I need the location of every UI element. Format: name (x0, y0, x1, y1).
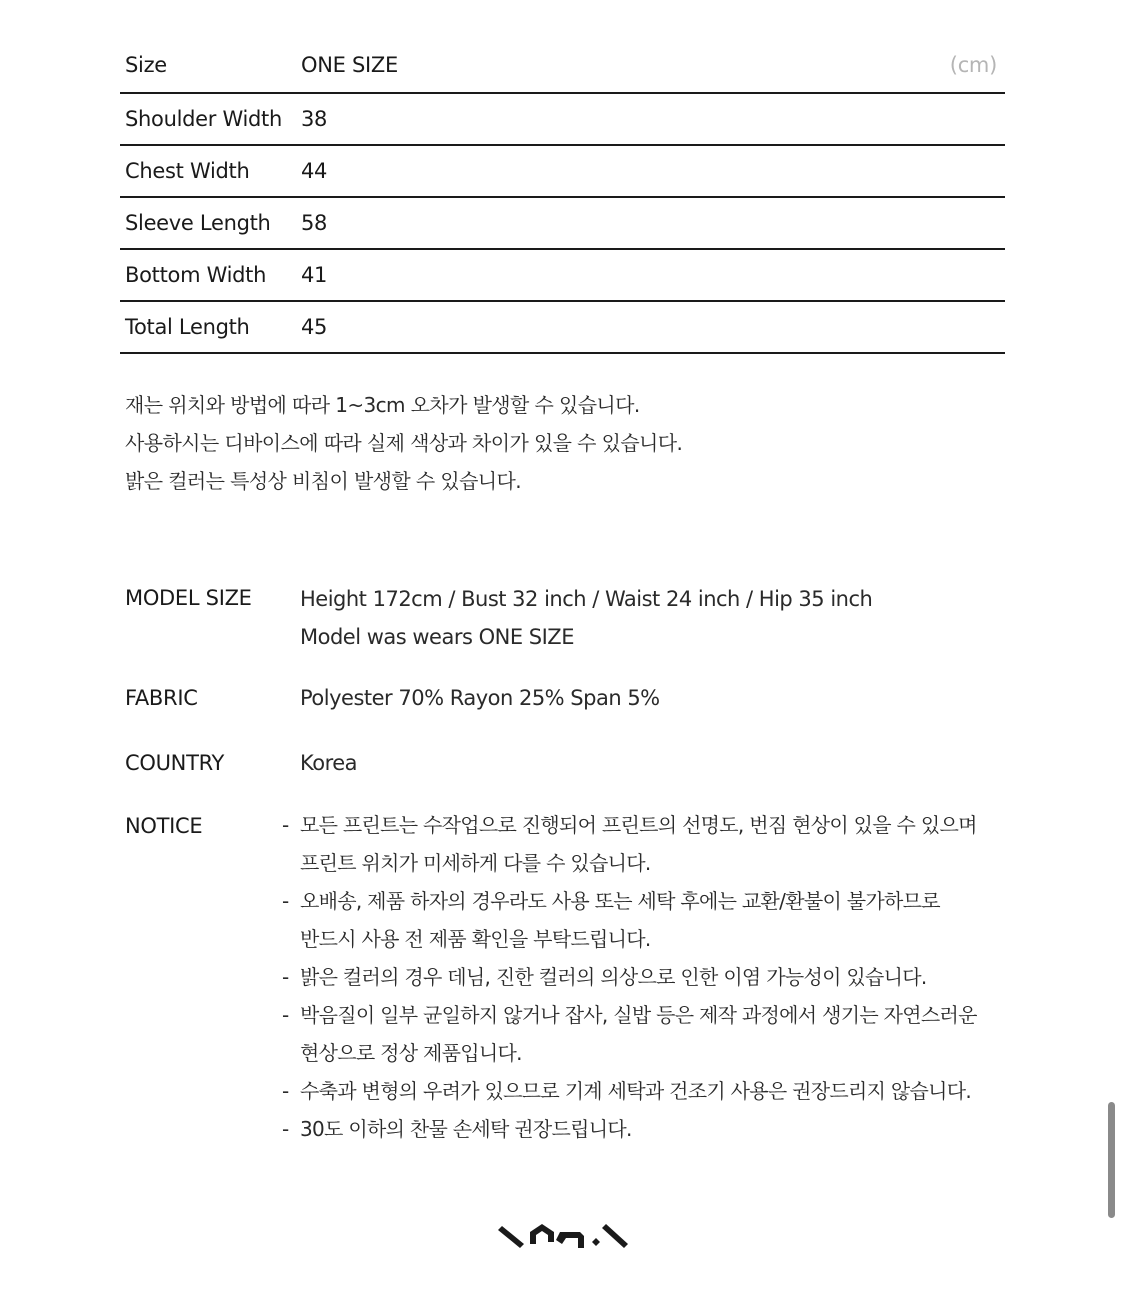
notice-text: 박음질이 일부 균일하지 않거나 잡사, 실밥 등은 제작 과정에서 생기는 자연스러운 현상으로 정상 제품입니다. (300, 1003, 977, 1065)
notice-text: 30도 이하의 찬물 손세탁 권장드립니다. (300, 1117, 632, 1141)
model-size-worn: Model was wears ONE SIZE (300, 625, 574, 649)
row-value: 58 (301, 211, 328, 235)
fabric-value: Polyester 70% Rayon 25% Span 5% (300, 686, 660, 710)
list-item (282, 996, 1002, 1072)
notice-dash: - (282, 1003, 289, 1027)
row-label: Bottom Width (125, 263, 267, 287)
notice-list (282, 806, 1002, 1148)
disclaimer-line: 재는 위치와 방법에 따라 1~3cm 오차가 발생할 수 있습니다. (125, 393, 640, 417)
size-header-label: Size (125, 53, 167, 77)
size-table-header (120, 38, 1005, 94)
list-item (282, 1072, 1002, 1110)
list-item (282, 806, 1002, 882)
country-label: COUNTRY (125, 751, 225, 775)
row-label: Shoulder Width (125, 107, 283, 131)
notice-dash: - (282, 1079, 289, 1103)
notice-dash: - (282, 889, 289, 913)
disclaimer-line: 사용하시는 디바이스에 따라 실제 색상과 차이가 있을 수 있습니다. (125, 431, 683, 455)
notice-text: 밝은 컬러의 경우 데님, 진한 컬러의 의상으로 인한 이염 가능성이 있습니다. (300, 965, 927, 989)
row-value: 41 (301, 263, 328, 287)
table-row (120, 94, 1005, 146)
row-value: 44 (301, 159, 328, 183)
table-row (120, 198, 1005, 250)
disclaimer-line: 밝은 컬러는 특성상 비침이 발생할 수 있습니다. (125, 469, 521, 493)
row-label: Total Length (125, 315, 250, 339)
row-value: 45 (301, 315, 328, 339)
row-label: Chest Width (125, 159, 250, 183)
fabric-label: FABRIC (125, 686, 198, 710)
list-item (282, 1110, 1002, 1148)
notice-text: 오배송, 제품 하자의 경우라도 사용 또는 세탁 후에는 교환/환불이 불가하므로 반드시 사용 전 제품 확인을 부탁드립니다. (300, 889, 940, 951)
model-size-label: MODEL SIZE (125, 586, 252, 610)
row-label: Sleeve Length (125, 211, 271, 235)
notice-dash: - (282, 813, 289, 837)
model-size-measurements: Height 172cm / Bust 32 inch / Waist 24 inch / Hip 35 inch (300, 587, 873, 611)
notice-text: 수축과 변형의 우려가 있으므로 기계 세탁과 건조기 사용은 권장드리지 않습니다. (300, 1079, 972, 1103)
measurement-disclaimers (125, 386, 682, 500)
notice-text: 모든 프린트는 수작업으로 진행되어 프린트의 선명도, 번짐 현상이 있을 수 있으며 프린트 위치가 미세하게 다를 수 있습니다. (300, 813, 977, 875)
size-header-value: ONE SIZE (301, 53, 398, 77)
row-value: 38 (301, 107, 328, 131)
list-item (282, 958, 1002, 996)
size-table (120, 38, 1005, 354)
brand-logo-icon (496, 1218, 630, 1252)
notice-dash: - (282, 965, 289, 989)
table-row (120, 302, 1005, 354)
scrollbar-thumb[interactable] (1108, 1102, 1115, 1218)
table-row (120, 146, 1005, 198)
list-item (282, 882, 1002, 958)
notice-label: NOTICE (125, 814, 203, 838)
notice-dash: - (282, 1117, 289, 1141)
country-value: Korea (300, 751, 358, 775)
table-row (120, 250, 1005, 302)
unit-label: (cm) (949, 53, 997, 77)
